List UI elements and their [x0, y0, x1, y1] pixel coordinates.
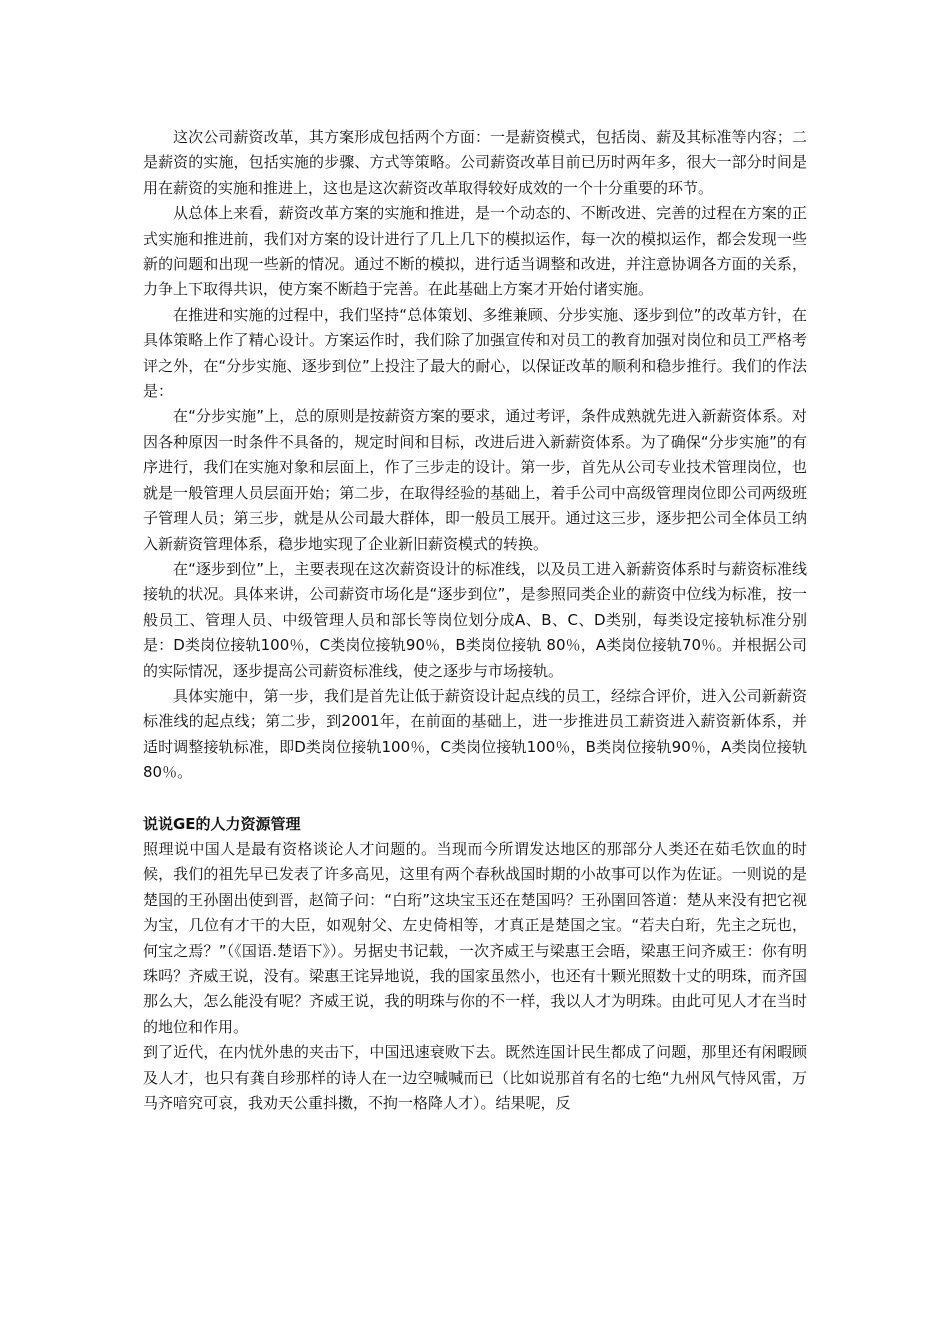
- paragraph: 具体实施中，第一步，我们是首先让低于薪资设计起点线的员工，经综合评价，进入公司新薪资标准线的起点线；第二步，到2001年，在前面的基础上，进一步推进员工薪资进入薪资新体系，并适时调整接轨标准，即D类岗位接轨100％，C类岗位接轨100％，B类岗位接轨90％，A类岗位接轨80％。: [143, 686, 807, 782]
- paragraph: 在推进和实施的过程中，我们坚持“总体策划、多维兼顾、分步实施、逐步到位”的改革方针，在具体策略上作了精心设计。方案运作时，我们除了加强宣传和对员工的教育加强对岗位和员工严格考评之外，在“分步实施、逐步到位”上投注了最大的耐心，以保证改革的顺利和稳步推行。我们的作法是：: [143, 305, 807, 401]
- document-page: [143, 125, 807, 1116]
- paragraph: 照理说中国人是最有资格谈论人才问题的。当现而今所谓发达地区的那部分人类还在茹毛饮血的时候，我们的祖先早已发表了许多高见，这里有两个春秋战国时期的小故事可以作为佐证。一则说的是楚国的王孙圉出使到晋，赵简子问：“白珩”这块宝玉还在楚国吗？王孙圉回答道：楚从来没有把它视为宝，几位有才干的大臣，如观射父、左史倚相等，才真正是楚国之宝。“若夫白珩，先主之玩也，何宝之焉？”（《国语.楚语下》）。另据史书记载，一次齐威王与梁惠王会晤，梁惠王问齐威王：你有明珠吗？齐威王说，没有。梁惠王诧异地说，我的国家虽然小，也还有十颗光照数十丈的明珠，而齐国那么大，怎么能没有呢？齐威王说，我的明珠与你的不一样，我以人才为明珠。由此可见人才在当时的地位和作用。: [143, 839, 807, 1036]
- paragraph: 在“逐步到位”上，主要表现在这次薪资设计的标准线，以及员工进入新薪资体系时与薪资标准线接轨的状况。具体来讲，公司薪资市场化是“逐步到位”，是参照同类企业的薪资中位线为标准，按一般员工、管理人员、中级管理人员和部长等岗位划分成A、B、C、D类别，每类设定接轨标准分别是：D类岗位接轨100％，C类岗位接轨90％，B类岗位接轨 80％，A类岗位接轨70％。并根据公司的实际情况，逐步提高公司薪资标准线，使之逐步与市场接轨。: [143, 559, 807, 680]
- paragraph: 这次公司薪资改革，其方案形成包括两个方面：一是薪资模式，包括岗、薪及其标准等内容；二是薪资的实施，包括实施的步骤、方式等策略。公司薪资改革目前已历时两年多，很大一部分时间是用在薪资的实施和推进上，这也是这次薪资改革取得较好成效的一个十分重要的环节。: [143, 128, 807, 197]
- section-title: 说说GE的人力资源管理: [143, 814, 301, 833]
- paragraph: 在“分步实施”上，总的原则是按薪资方案的要求，通过考评，条件成熟就先进入新薪资体系。对因各种原因一时条件不具备的，规定时间和目标，改进后进入新薪资体系。为了确保“分步实施”的有序进行，我们在实施对象和层面上，作了三步走的设计。第一步，首先从公司专业技术管理岗位，也就是一般管理人员层面开始；第二步，在取得经验的基础上，着手公司中高级管理岗位即公司两级班子管理人员；第三步，就是从公司最大群体，即一般员工展开。通过这三步，逐步把公司全体员工纳入新薪资管理体系，稳步地实现了企业新旧薪资模式的转换。: [143, 407, 807, 553]
- paragraph: 从总体上来看，薪资改革方案的实施和推进，是一个动态的、不断改进、完善的过程在方案的正式实施和推进前，我们对方案的设计进行了几上几下的模拟运作，每一次的模拟运作，都会发现一些新的问题和出现一些新的情况。通过不断的模拟，进行适当调整和改进，并注意协调各方面的关系，力争上下取得共识，使方案不断趋于完善。在此基础上方案才开始付诸实施。: [143, 204, 807, 299]
- paragraph: 到了近代，在内忧外患的夹击下，中国迅速衰败下去。既然连国计民生都成了问题，那里还有闲暇顾及人才，也只有龚自珍那样的诗人在一边空喊喊而已（比如说那首有名的七绝“九州风气恃风雷，万马齐喑究可哀，我劝天公重抖擞，不拘一格降人才）。结果呢，反: [143, 1043, 807, 1113]
